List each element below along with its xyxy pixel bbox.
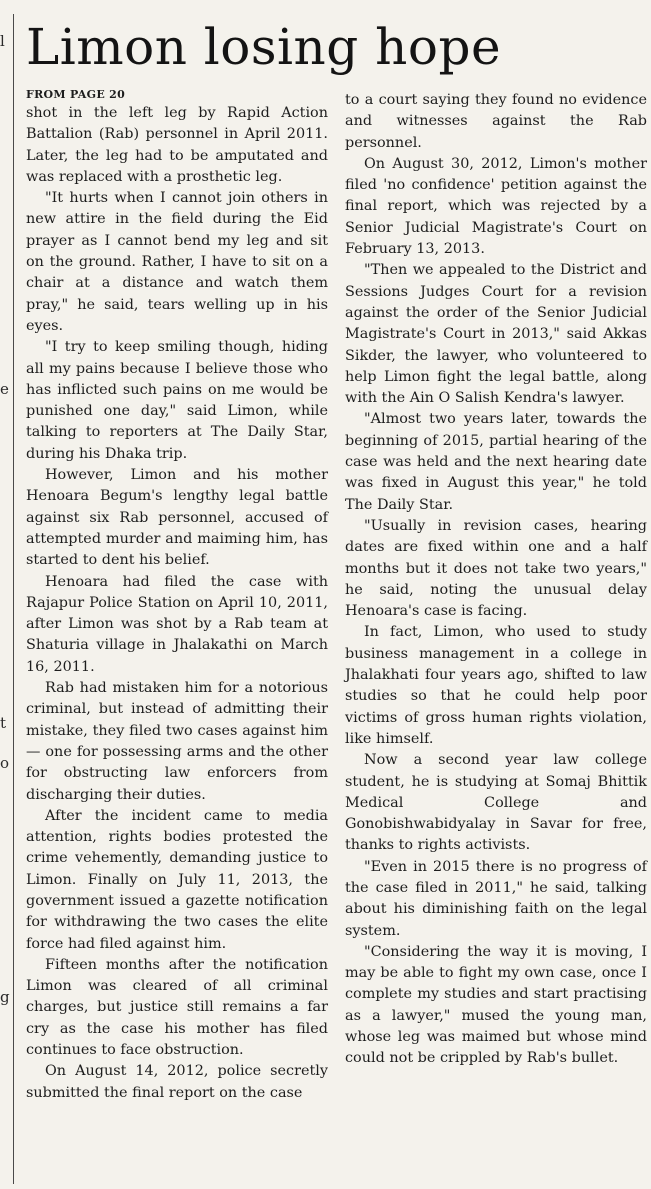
paragraph: "Even in 2015 there is no progress of the case filed in 2011," he said, talking about his diminishing faith on the legal system. (345, 858, 647, 939)
paragraph: shot in the left leg by Rapid Action Battalion (Rab) personnel in April 2011. Later, the leg had to be amputated and was replaced with a prosthetic leg. (26, 105, 328, 185)
paragraph: On August 30, 2012, Limon's mother filed 'no confidence' petition against the final report, which was rejected by a Senior Judicial Magistrate's Court on February 13, 2013. (345, 155, 647, 258)
paragraph: "I try to keep smiling though, hiding all my pains because I believe those who has inflicted such pains on me would be punished one day," said Limon, while talking to reporters at The Daily Star, during his Dhaka trip. (26, 339, 328, 462)
headline: Limon losing hope (26, 18, 502, 76)
paragraph: Rab had mistaken him for a notorious criminal, but instead of admitting their mistake, they filed two cases against him — one for possessing arms and the other for obstructing law enforcers from discharging their duties. (26, 680, 328, 803)
edge-fragment: e (0, 380, 9, 398)
edge-fragment: l (0, 32, 5, 50)
paragraph: to a court saying they found no evidence and witnesses against the Rab personnel. (345, 92, 647, 151)
left-column (26, 86, 328, 1104)
paragraph: Now a second year law college student, he is studying at Somaj Bhittik Medical College and Gonobishwabidyalay in Savar for free, thanks to rights activists. (345, 752, 647, 854)
edge-fragment: t (0, 714, 7, 732)
paragraph: After the incident came to media attention, rights bodies protested the crime vehemently, demanding justice to Limon. Finally on July 11, 2013, the government issued a gazette notification for withdrawing the two cases the elite force had filed against him. (26, 807, 328, 952)
paragraph: "Considering the way it is moving, I may be able to fight my own case, once I complete my studies and start practising as a lawyer," mused the young man, whose leg was maimed but whose mind could not be crippled by Rab's bullet. (345, 943, 647, 1067)
paragraph: Fifteen months after the notification Limon was cleared of all criminal charges, but justice still remains a far cry as the case his mother has filed continues to face obstruction. (26, 956, 328, 1059)
paragraph: "Almost two years later, towards the beginning of 2015, partial hearing of the case was held and the next hearing date was fixed in August this year," he told The Daily Star. (345, 411, 647, 513)
continuation-kicker: FROM PAGE 20 (26, 88, 126, 101)
right-column (345, 90, 647, 1070)
paragraph: Henoara had filed the case with Rajapur Police Station on April 10, 2011, after Limon was shot by a Rab team at Shaturia village in Jhalakathi on March 16, 2011. (26, 573, 328, 675)
paragraph: In fact, Limon, who used to study business management in a college in Jhalakhati four years ago, shifted to law studies so that he could help poor victims of gross human rights violation, like himself. (345, 624, 647, 747)
column-rule (13, 14, 14, 1184)
paragraph: "Usually in revision cases, hearing dates are fixed within one and a half months but it does not take two years," he said, noting the unusual delay Henoara's case is facing. (345, 517, 647, 620)
adjacent-column-fragments (0, 0, 12, 1189)
edge-fragment: o (0, 754, 10, 772)
paragraph: "Then we appealed to the District and Sessions Judges Court for a revision against the order of the Senior Judicial Magistrate's Court in 2013," said Akkas Sikder, the lawyer, who volunteered to help Limon fight the legal battle, along with the Ain O Salish Kendra's lawyer. (345, 262, 647, 407)
edge-fragment: g (0, 988, 10, 1006)
paragraph: However, Limon and his mother Henoara Begum's lengthy legal battle against six Rab personnel, accused of attempted murder and maiming him, has started to dent his belief. (26, 467, 328, 569)
paragraph: "It hurts when I cannot join others in new attire in the field during the Eid prayer as I cannot bend my leg and sit on the ground. Rather, I have to sit on a chair at a distance and watch them pray," he said, tears welling up in his eyes. (26, 190, 328, 334)
paragraph: On August 14, 2012, police secretly submitted the final report on the case (26, 1063, 328, 1101)
